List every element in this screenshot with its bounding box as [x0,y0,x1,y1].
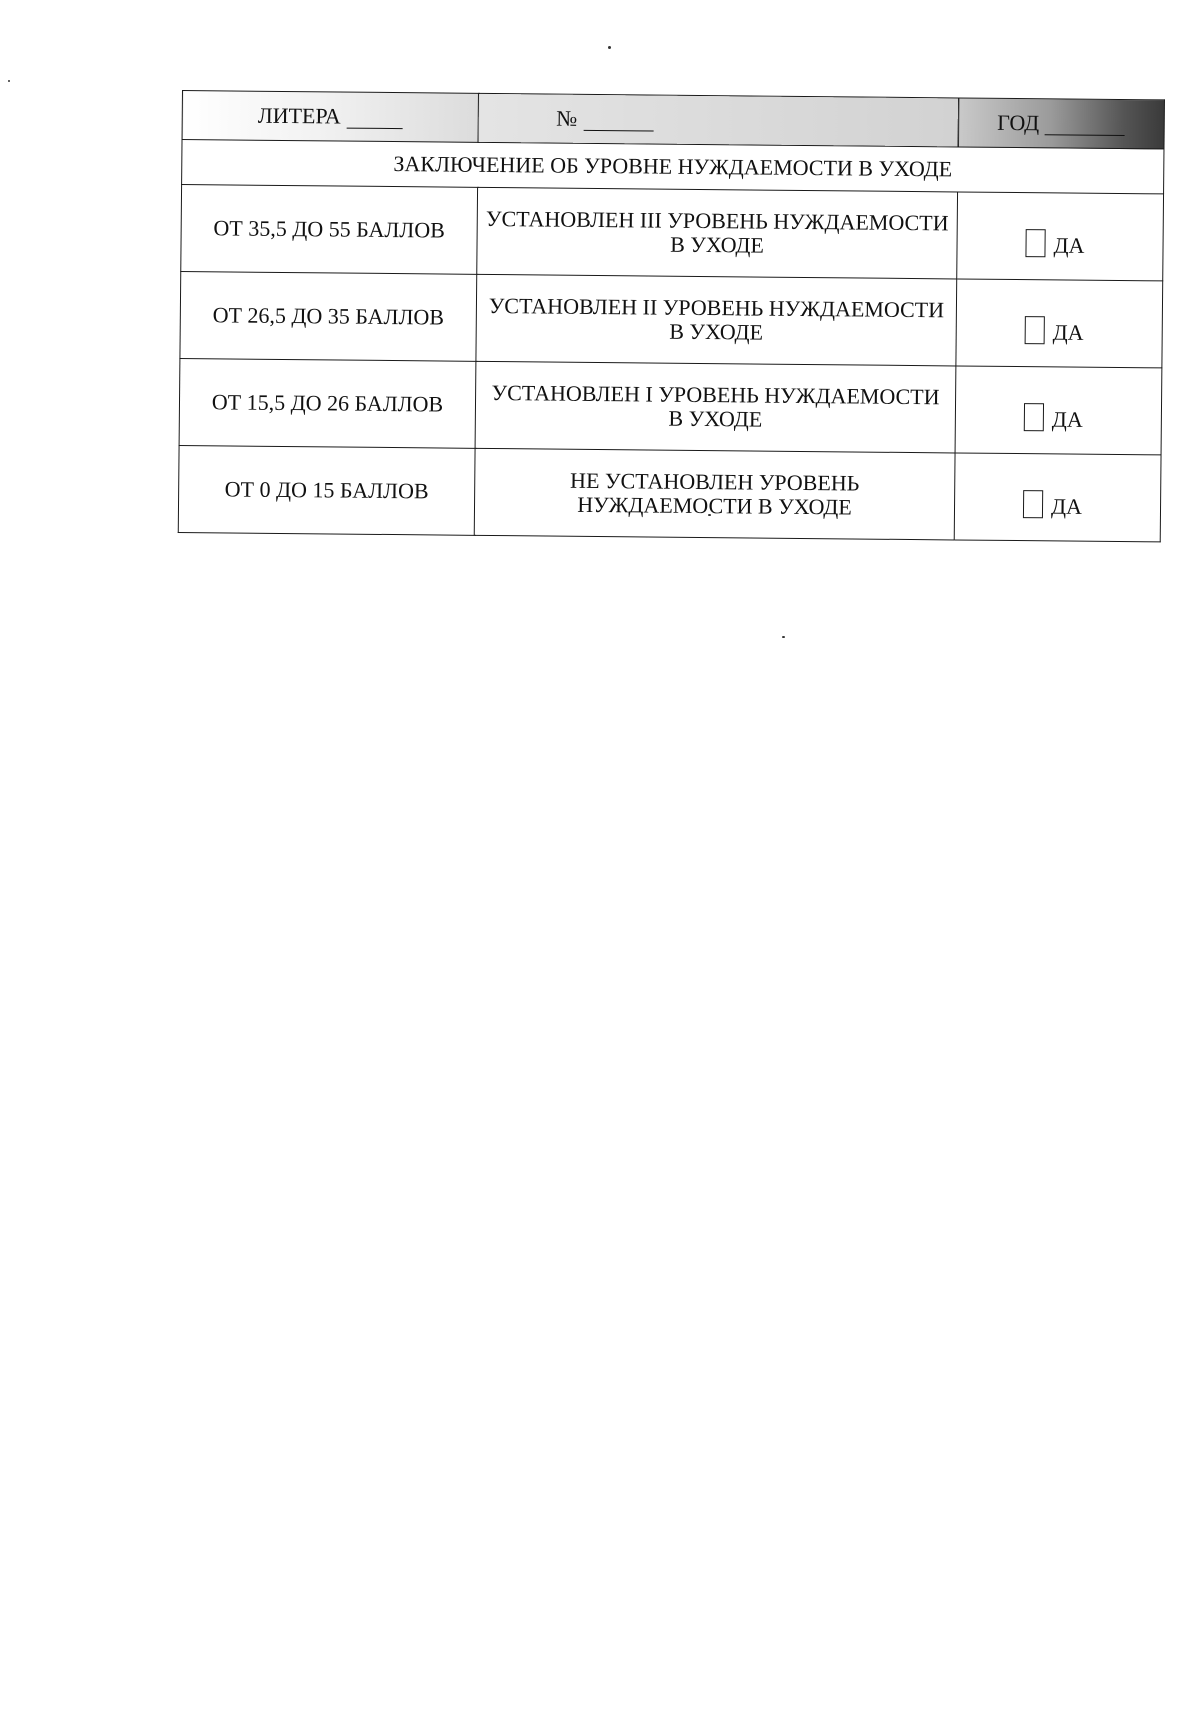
form-table [178,90,1165,542]
scan-speck [782,636,785,638]
year-cell [958,98,1164,149]
conclusion-text: НЕ УСТАНОВЛЕН УРОВЕНЬ НУЖДАЕМОСТИ В УХОДЕ [474,448,955,540]
score-range: ОТ 26,5 ДО 35 БАЛЛОВ [180,271,477,361]
scan-speck [8,80,10,82]
conclusion-text: УСТАНОВЛЕН III УРОВЕНЬ НУЖДАЕМОСТИ В УХОДЕ [477,187,958,279]
answer-cell [954,453,1161,542]
answer-cell [956,279,1163,368]
score-range: ОТ 0 ДО 15 БАЛЛОВ [178,445,475,535]
score-range: ОТ 35,5 ДО 55 БАЛЛОВ [181,185,478,275]
number-cell [478,93,958,147]
number-field[interactable] [583,112,653,132]
conclusion-text: УСТАНОВЛЕН I УРОВЕНЬ НУЖДАЕМОСТИ В УХОДЕ [475,361,956,453]
table-row [180,271,1163,367]
answer-cell [957,192,1164,281]
year-label: ГОД [997,109,1040,136]
yes-label: ДА [1050,493,1083,519]
table-row [181,185,1164,281]
year-field[interactable] [1045,116,1125,136]
yes-checkbox[interactable] [1025,229,1045,257]
litera-field[interactable] [347,109,403,129]
table-row [179,358,1162,454]
answer-cell [955,366,1162,455]
yes-label: ДА [1052,319,1084,345]
score-range: ОТ 15,5 ДО 26 БАЛЛОВ [179,358,476,448]
yes-checkbox[interactable] [1023,490,1043,518]
scan-speck [608,46,611,49]
yes-checkbox[interactable] [1024,403,1044,431]
number-label: № [556,105,578,131]
yes-checkbox[interactable] [1025,316,1045,344]
form-title: ЗАКЛЮЧЕНИЕ ОБ УРОВНЕ НУЖДАЕМОСТИ В УХОДЕ [182,140,1164,194]
table-row [178,445,1161,541]
yes-label: ДА [1051,406,1083,432]
litera-cell [182,91,478,143]
yes-label: ДА [1053,232,1085,258]
care-level-form [178,90,1164,542]
conclusion-text: УСТАНОВЛЕН II УРОВЕНЬ НУЖДАЕМОСТИ В УХОДЕ [476,274,957,366]
litera-label: ЛИТЕРА [257,102,341,129]
